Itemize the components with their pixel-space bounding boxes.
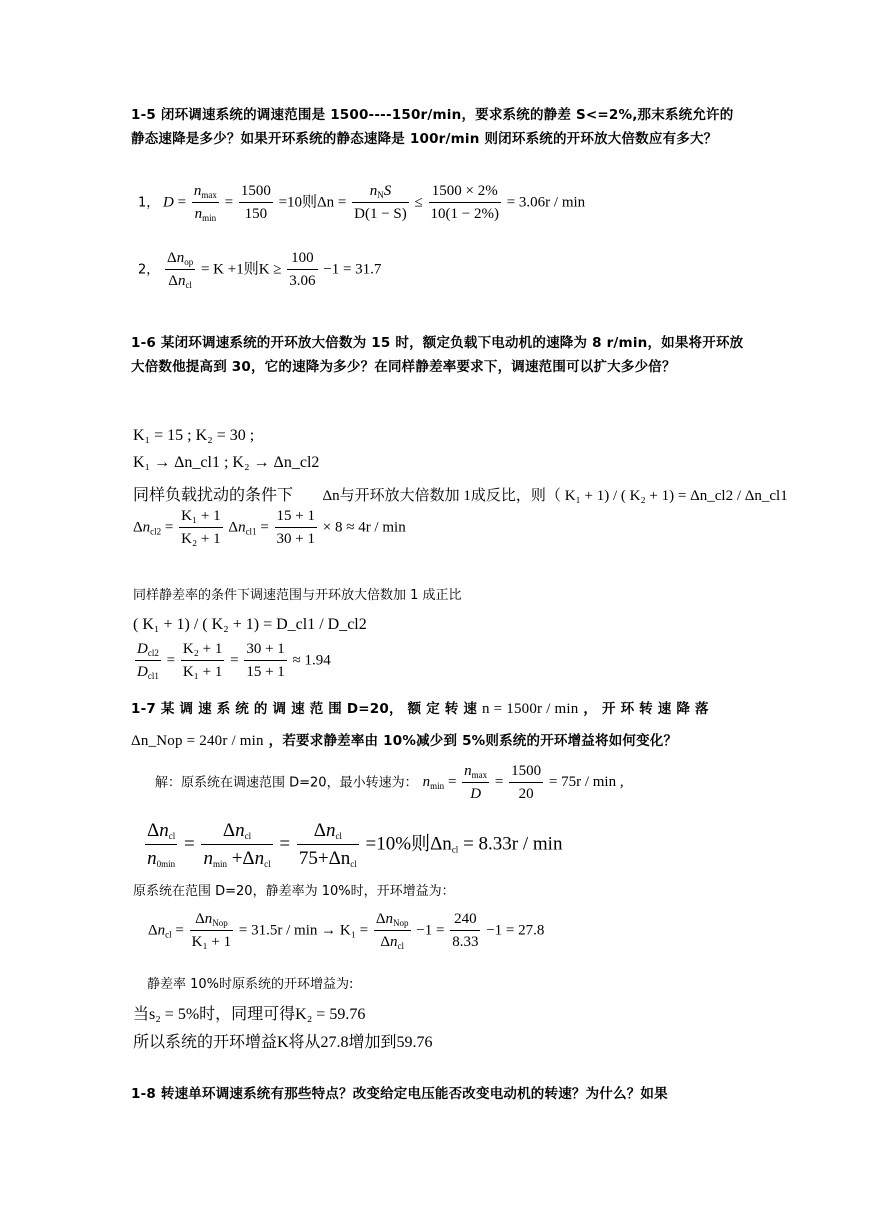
frac-1500x2: 1500 × 2% <box>429 183 501 203</box>
q16-line2: K₁ → Δn_cl1 ; K₂ → Δn_cl2 <box>133 454 320 471</box>
q16-line3-tail: 1成反比，则（ <box>463 488 561 504</box>
q15-step1-result: = 3.06r / min <box>506 194 586 211</box>
q17-big-equation: $\frac{\Delta n_{cl}}{n_{0min}}$ = $\frac{\Delta n_{cl}}{n_{min} +\Delta n_{cl}}$ = $\frac{\Delta n_{cl}}{75+\Delta n_{cl}}$ =10%则$\Delta n_{cl} = 8.33r / \min$ <box>147 820 563 869</box>
frac-240: 240 <box>450 911 480 931</box>
q15-step1-mid: =10则Δn = <box>278 194 347 211</box>
q15-step1-equation: 1， D = $\frac{n_{max}}{n_{min}}$ = $\frac{1500}{150}$ =10则Δn = $\frac{n_NS}{D(1 - S)}$ ≤ $\frac{1500 \times 2\%}{10(1 - 2\%)}$ = 3.06r / min <box>138 183 586 223</box>
frac-833: 8.33 <box>452 934 479 950</box>
q17-conclusion: 所以系统的开环增益K将从27.8增加到59.76 <box>133 1034 433 1051</box>
q17-heading-b-tail: ，若要求静差率由 10%减少到 5%则系统的开环增益将如何变化？ <box>268 733 678 749</box>
question-1-6-heading: 1-6 某闭环调速系统的开环放大倍数为 15 时，额定负载下电动机的速降为 8 r/min，如果将开环放大倍数他提高到 30，它的速降为多少？在同样静差率要求下，调速范围可以扩大多少倍？ <box>131 335 744 375</box>
q15-step2-result: −1 = 31.7 <box>323 261 382 278</box>
q16-line7: $\frac{D_{cl2}}{D_{cl1}}$ = $\frac{\text{K₂ + 1}}{\text{K₁ + 1}}$ = $\frac{30 + 1}{15 + 1}$ ≈ 1.94 <box>137 641 331 681</box>
q17-big-result-tail: = 8.33r / min <box>463 833 563 855</box>
q17-gain-eq1-tail: = 31.5r / min → K₁ = <box>238 922 369 939</box>
frac-75-den: 75+Δn <box>298 848 351 869</box>
frac-20: 20 <box>518 786 534 802</box>
q17-gain-equation: $\Delta n_{cl}$ = $\frac{\Delta n_{Nop}}{\text{K₁ + 1}}$ = 31.5r / min → K₁ = $\frac{\Delta n_{Nop}}{\Delta n_{cl}}$ −1 = $\frac{240}{8.33}$ −1 = 27.8 <box>148 911 545 951</box>
frac-1500b: 1500 <box>509 763 543 783</box>
q17-sol-result: = 75r / min , <box>548 774 624 791</box>
q17-big-result: =10%则Δn <box>365 833 452 855</box>
frac-100: 100 <box>287 250 317 270</box>
frac-150: 150 <box>244 206 268 222</box>
q17-gain-eq2-tail: −1 = <box>416 922 445 939</box>
question-1-8-heading: 1-8 转速单环调速系统有那些特点？改变给定电压能否改变电动机的转速？为什么？如果 <box>131 1086 668 1102</box>
q17-sol-prefix: 解：原系统在调速范围 D=20，最小转速为： <box>155 775 418 791</box>
q17-heading-a-eq: n = 1500r / min <box>482 701 579 717</box>
q17-heading-a-text: 1-7 某 调 速 系 统 的 调 速 范 围 D=20， 额 定 转 速 <box>131 701 478 717</box>
q16-line5: 同样静差率的条件下调速范围与开环放大倍数加 1 成正比 <box>133 588 462 603</box>
q17-gain-eq3-tail: −1 = 27.8 <box>486 922 545 939</box>
q16-line4-tail: × 8 ≈ 4r / min <box>322 519 406 536</box>
q17-heading-b-eq: Δn_Nop = 240r / min <box>131 733 264 749</box>
frac-nn: n <box>369 183 378 199</box>
question-1-7-heading-b <box>131 729 746 753</box>
frac-k1p1: K₁ + 1 <box>179 508 223 528</box>
q16-line7-result: ≈ 1.94 <box>292 652 331 669</box>
q15-step2-mid: = K +1则K ≥ <box>200 261 282 278</box>
q16-line3-mid: Δn与开环放大倍数加 <box>322 488 460 504</box>
q16-line4: $\Delta n_{cl2}$ = $\frac{\text{K₁ + 1}}{\text{K₂ + 1}}$ $\Delta n_{cl1}$ = $\frac{15 + 1}{30 + 1}$ × 8 ≈ 4r / min <box>133 508 406 547</box>
question-1-7-heading-a <box>131 697 751 721</box>
question-1-5-heading: 1-5 闭环调速系统的调速范围是 1500----150r/min，要求系统的静差 S<=2%,那末系统允许的静态速降是多少？如果开环系统的静态速降是 100r/min 则闭环系统的开环放大倍数应有多大？ <box>131 107 734 147</box>
frac-1500: 1500 <box>239 183 273 203</box>
q16-line1: K₁ = 15 ; K₂ = 30 ; <box>133 427 255 444</box>
q16-line6: ( K₁ + 1) / ( K₂ + 1) = D_cl1 / D_cl2 <box>133 616 367 633</box>
q15-step1-label: 1， <box>138 195 160 211</box>
q17-solution-line: 解：原系统在调速范围 D=20，最小转速为： $n_{min}$ = $\frac{n_{max}}{D}$ = $\frac{1500}{20}$ = 75r / min , <box>155 763 624 802</box>
frac-10x: 10(1 − 2%) <box>430 206 499 222</box>
q17-gain-line: 原系统在范围 D=20，静差率为 10%时，开环增益为： <box>133 884 455 899</box>
frac-k2p1: K₂ + 1 <box>181 531 221 547</box>
frac-306: 3.06 <box>289 273 316 289</box>
frac-15p1: 15 + 1 <box>275 508 317 528</box>
q16-line3-eq: K₁ + 1) / ( K₂ + 1) = Δn_cl2 / Δn_cl1 <box>564 488 788 504</box>
q17-heading-a-tail: ， 开 环 转 速 降 落 <box>583 701 709 717</box>
frac-d: D <box>470 786 482 802</box>
q15-step2-label: 2， <box>138 262 160 278</box>
q17-note: 静差率 10%时原系统的开环增益为: <box>147 977 354 992</box>
frac-d1s: D(1 − S) <box>354 206 407 222</box>
q16-line3 <box>133 482 788 505</box>
q16-line3-cn: 同样负载扰动的条件下 <box>133 485 294 504</box>
frac-30p1: 30 + 1 <box>276 531 315 547</box>
q15-step2-equation: 2， $\frac{\Delta n_{op}}{\Delta n_{cl}}$ = K +1则K ≥ $\frac{100}{3.06}$ −1 = 31.7 <box>138 250 382 290</box>
q17-when-line: 当s₂ = 5%时，同理可得K₂ = 59.76 <box>133 1006 366 1023</box>
